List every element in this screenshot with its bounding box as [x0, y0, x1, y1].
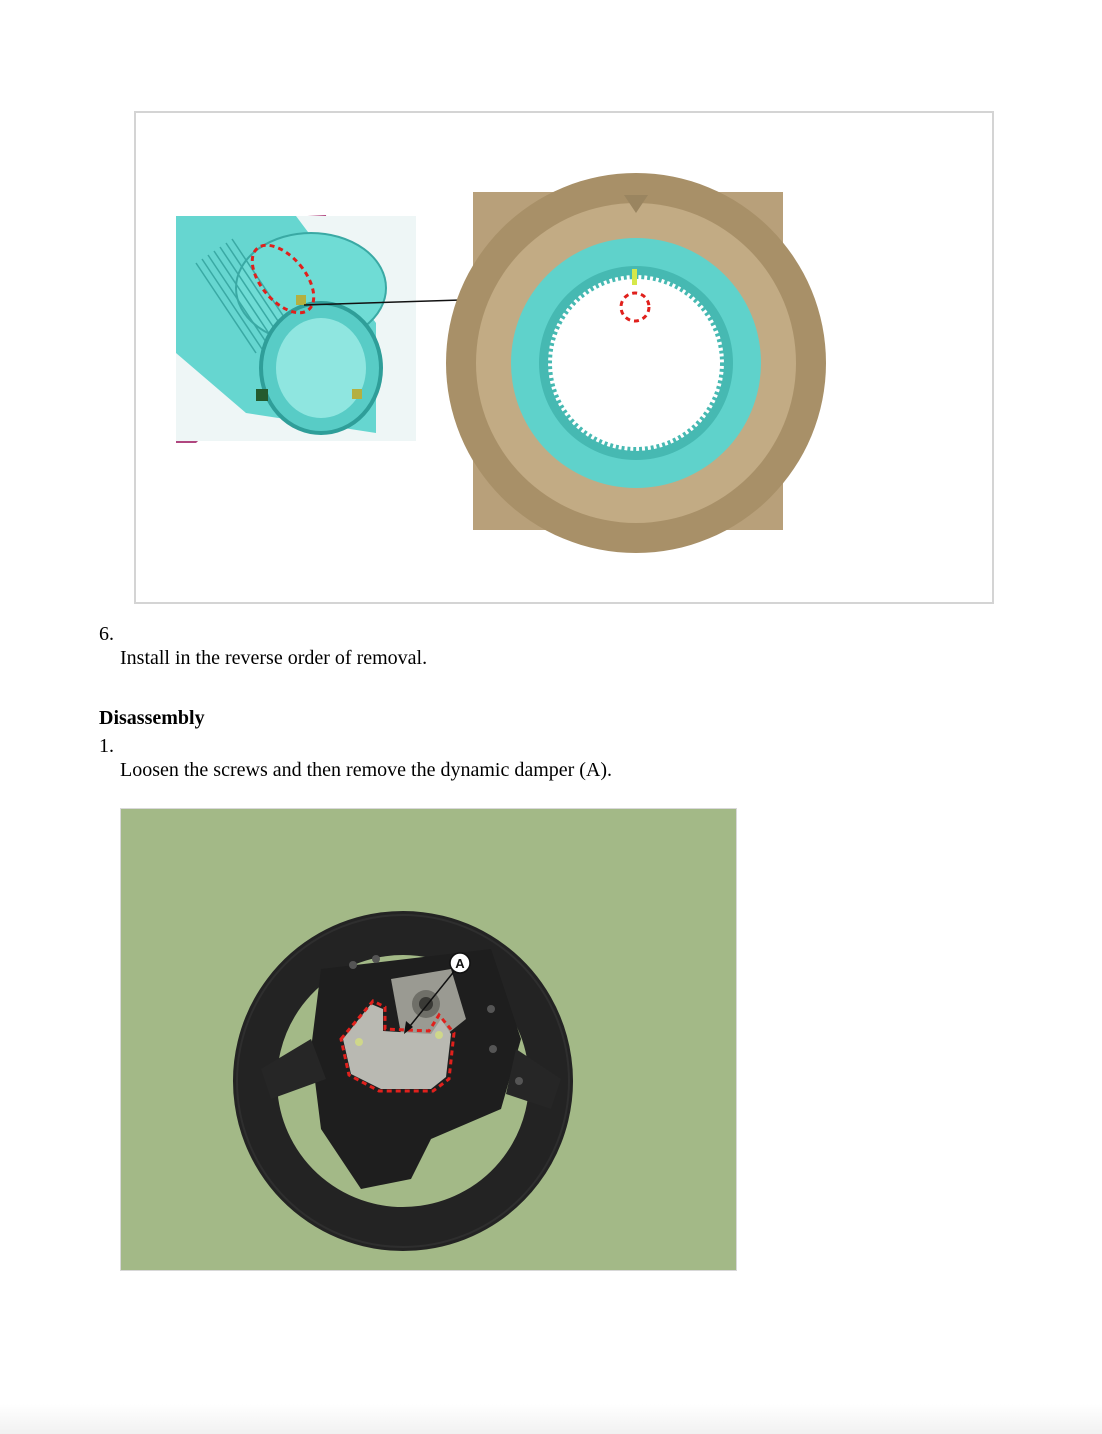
- section-heading: Disassembly: [99, 707, 205, 729]
- step-6-text: Install in the reverse order of removal.: [120, 647, 428, 669]
- alignment-illustration-icon: [136, 113, 992, 602]
- step-1-number: 1.: [99, 735, 114, 757]
- alignment-figure: [134, 111, 994, 604]
- callout-a-label: A: [455, 956, 465, 971]
- clock-spring-icon: [446, 173, 826, 553]
- steering-wheel-figure: [120, 808, 737, 1271]
- page-bottom-shade: [0, 1404, 1102, 1434]
- steering-shaft-icon: [176, 216, 416, 441]
- step-6-number: 6.: [99, 623, 114, 645]
- steering-wheel-icon: [121, 809, 736, 1270]
- step-1-text: Loosen the screws and then remove the dynamic damper (A).: [120, 759, 613, 781]
